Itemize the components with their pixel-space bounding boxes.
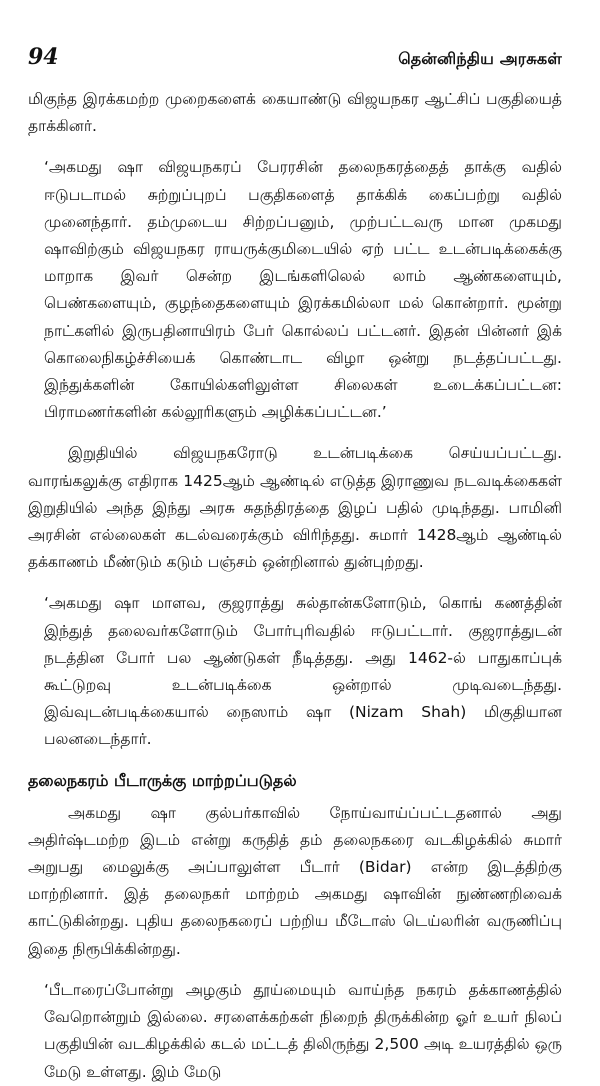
- page-header: [28, 44, 562, 70]
- quote-paragraph-3: ‘பீடாரைப்போன்று அழகும் தூய்மையும் வாய்ந்த நகரம் தக்காணத்தில் வேறொன்றும் இல்லை. சரளைக்கற்கள் நிறைந் திருக்கின்ற ஓர் உயர் நிலப் பகுதியின் வடகிழக்கில் கடல் மட்டத் திலிருந்து 2,500 அடி உயரத்தில் ஒரு மேடு உள்ளது. இம் மேடு: [44, 980, 562, 1081]
- quote-paragraph-1: ‘அகமது ஷா விஜயநகரப் பேரரசின் தலைநகரத்தைத் தாக்கு வதில் ஈடுபடாமல் சுற்றுப்புறப் பகுதிகளைத் தாக்கிக் கைப்பற்று வதில் முனைந்தார். தம்முடைய சிற்றப்பனும், முற்பட்டவரு மான முகமது ஷாவிற்கும் விஜயநகர ராயருக்குமிடையில் ஏற் பட்ட உடன்படிக்கைக்கு மாறாக இவர் சென்ற இடங்களிலெல் லாம் ஆண்களையும், பெண்களையும், குழந்தைகளையும் இரக்கமில்லா மல் கொன்றார். மூன்று நாட்களில் இருபதினாயிரம் பேர் கொல்லப் பட்டனர். இதன் பின்னர் இக் கொலைநிகழ்ச்சியைக் கொண்டாட விழா ஒன்று நடத்தப்பட்டது. இந்துக்களின் கோயில்களிலுள்ள சிலைகள் உடைக்கப்பட்டன: பிராமணர்களின் கல்லூரிகளும் அழிக்கப்பட்டன.’: [44, 158, 562, 422]
- quote-paragraph-2: ‘அகமது ஷா மாளவ, குஜராத்து சுல்தான்களோடும், கொங் கணத்தின் இந்துத் தலைவர்களோடும் போர்புரிவதில் ஈடுபட்டார். குஜராத்துடன் நடத்தின போர் பல ஆண்டுகள் நீடித்தது. அது 1462-ல் பாதுகாப்புக் கூட்டுறவு உடன்படிக்கை ஒன்றால் முடிவடைந்தது. இவ்வுடன்படிக்கையால் நைஸாம் ஷா (Nizam Shah) மிகுதியான பலனடைந்தார்.: [44, 594, 562, 749]
- body-paragraph-3: அகமது ஷா குல்பர்காவில் நோய்வாய்ப்பட்டதனால் அது அதிர்ஷ்டமற்ற இடம் என்று கருதித் தம் தலைநகரை வடகிழக்கில் சுமார் அறுபது மைலுக்கு அப்பாலுள்ள பீடார் (Bidar) என்ற இடத்திற்கு மாற்றினார். இத் தலைநகர் மாற்றம் அகமது ஷாவின் நுண்ணறிவைக் காட்டுகின்றது. புதிய தலைநகரைப் பற்றிய மீடோஸ் டெய்லரின் வருணிப்பு இதை நிரூபிக்கின்றது.: [28, 803, 562, 958]
- intro-paragraph: மிகுந்த இரக்கமற்ற முறைகளைக் கையாண்டு விஜயநகர ஆட்சிப் பகுதியைத் தாக்கினர்.: [28, 90, 562, 136]
- body-paragraph-2: இறுதியில் விஜயநகரோடு உடன்படிக்கை செய்யப்பட்டது. வாரங்கலுக்கு எதிராக 1425ஆம் ஆண்டில் எடுத்த இராணுவ நடவடிக்கைகள் இறுதியில் அந்த இந்து அரசு சுதந்திரத்தை இழப் பதில் முடிந்தது. பாமினி அரசின் எல்லைகள் கடல்வரைக்கும் விரிந்தது. சுமார் 1428ஆம் ஆண்டில் தக்காணம் மீண்டும் கடும் பஞ்சம் ஒன்றினால் துன்புற்றது.: [28, 444, 562, 572]
- running-title: தென்னிந்திய அரசுகள்: [398, 49, 562, 68]
- page-number: 94: [28, 44, 59, 70]
- section-subheading: தலைநகரம் பீடாருக்கு மாற்றப்படுதல்: [28, 770, 297, 790]
